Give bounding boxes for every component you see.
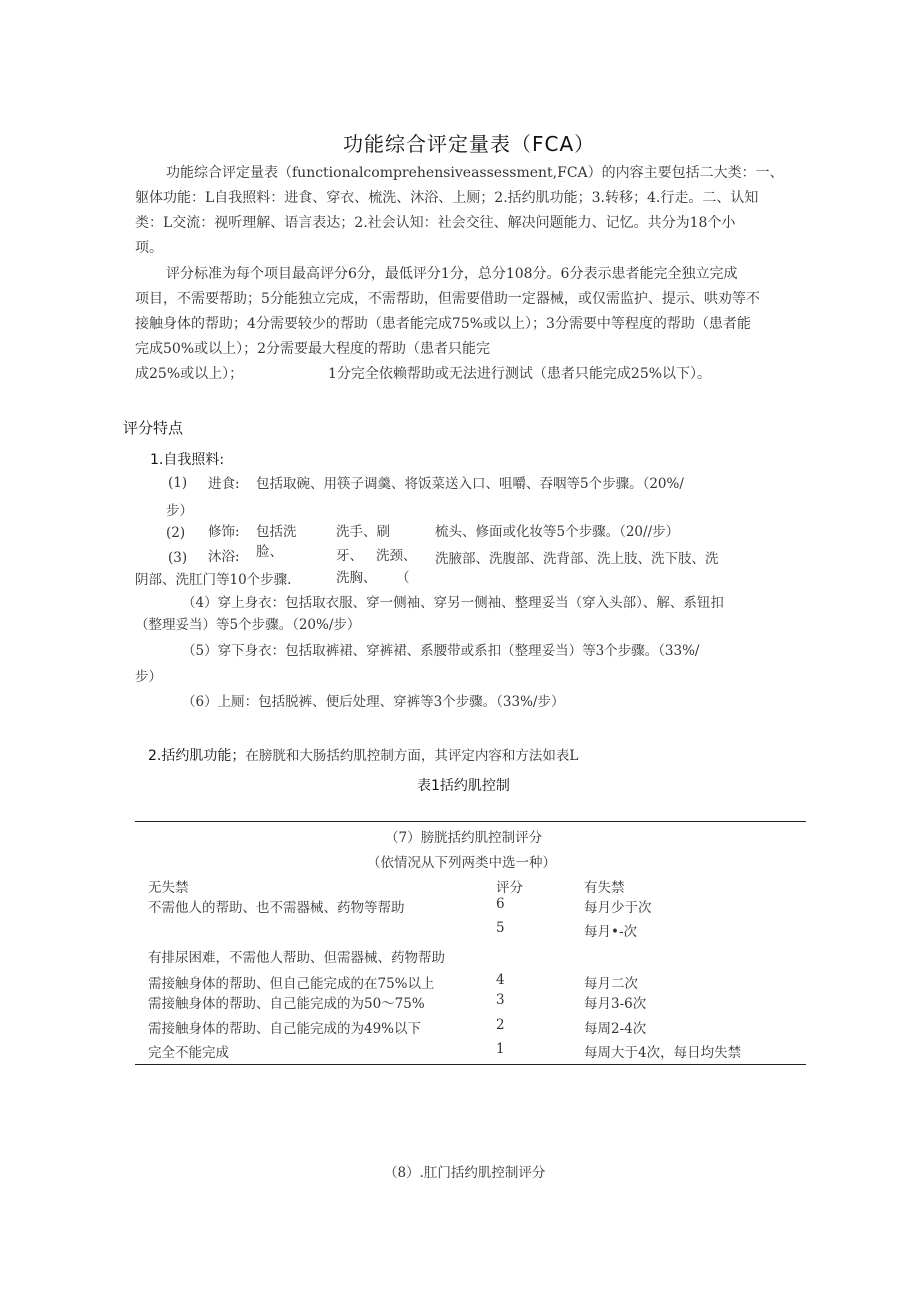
anal-sphincter-caption: （8）.肛门括约肌控制评分 [384, 1165, 546, 1181]
row-score: 5 [496, 920, 505, 936]
item1-num: (1) [168, 475, 188, 491]
item3-part1: 脸、 [256, 544, 283, 560]
intro-p1-line3: 类：L交流：视听理解、语言表达；2.社会认知：社会交往、解决问题能力、记忆。共分为18个小 [135, 215, 736, 231]
item3-part4: 洗腋部、洗腹部、洗背部、洗上肢、洗下肢、洗 [435, 551, 719, 567]
item3-part3: 洗颈、 [376, 548, 417, 564]
row-left: 需接触身体的帮助、自己能完成的为50～75% [148, 996, 425, 1012]
item6-line1: （6）上厕：包括脱裤、便后处理、穿裤等3个步骤。（33%/步） [182, 694, 565, 710]
intro-p1-line1: 功能综合评定量表（functionalcomprehensiveassessment,FCA）的内容主要包括二大类：一、 [166, 165, 784, 181]
row-left: 不需他人的帮助、也不需器械、药物等帮助 [148, 900, 405, 916]
section-heading: 评分特点 [123, 419, 184, 437]
item1-cont: 步） [166, 503, 193, 519]
row-right: 每月3-6次 [584, 996, 647, 1012]
row-left: 需接触身体的帮助、但自己能完成的在75%以上 [148, 976, 435, 992]
intro-p2-line2: 项目，不需要帮助；5分能独立完成，不需帮助，但需要借助一定器械，或仅需监护、提示、哄劝等不 [135, 291, 760, 307]
row-left: 完全不能完成 [148, 1045, 229, 1061]
item3-cont2: 洗胸、 [336, 570, 377, 586]
table-bottom-rule [135, 1064, 806, 1065]
table-caption: 表1括约肌控制 [417, 778, 510, 794]
col-header-score: 评分 [496, 880, 523, 896]
item3-cont3: （ [396, 570, 410, 586]
row-right: 每周大于4次，每日均失禁 [584, 1045, 742, 1061]
sphincter-heading: 2.括约肌功能； [148, 748, 246, 764]
row-score: 1 [496, 1041, 505, 1057]
intro-p2-last-left: 成25%或以上）； [135, 366, 244, 382]
item2-num: (2) [166, 525, 186, 541]
item3-label: 沐浴: [208, 549, 240, 565]
self-care-heading: 1.自我照料: [150, 452, 225, 468]
item3-part2: 牙、 [336, 548, 363, 564]
item5-line2: 步） [135, 669, 162, 685]
item3-cont: 阴部、洗肛门等10个步骤. [135, 572, 292, 588]
row-score: 2 [496, 1017, 505, 1033]
page-title: 功能综合评定量表（FCA） [343, 132, 596, 156]
row-score: 4 [496, 972, 505, 988]
item1-text: 包括取碗、用筷子调羹、将饭菜送入口、咀嚼、吞咽等5个步骤。（20%/ [256, 476, 684, 492]
row-score: 6 [496, 896, 505, 912]
intro-p2-line1: 评分标准为每个项目最高评分6分，最低评分1分，总分108分。6分表示患者能完全独立完成 [166, 266, 738, 282]
intro-p1-line2: 躯体功能：L自我照料：进食、穿衣、梳洗、沐浴、上厕；2.括约肌功能；3.转移；4.行走。二、认知 [135, 190, 759, 206]
row-right: 每周2-4次 [584, 1021, 647, 1037]
row-left: 需接触身体的帮助、自己能完成的为49%以下 [148, 1021, 422, 1037]
item4-line2: （整理妥当）等5个步骤。（20%/步） [135, 617, 361, 633]
item5-line1: （5）穿下身衣：包括取裤裙、穿裤裙、系腰带或系扣（整理妥当）等3个步骤。（33%/ [182, 643, 700, 659]
table-top-rule [135, 821, 806, 822]
table-subtitle1: （7）膀胱括约肌控制评分 [385, 830, 543, 846]
item2-label: 修饰: [208, 524, 240, 540]
item2-part2: 洗手、刷 [336, 524, 390, 540]
intro-p1-line4: 项。 [135, 240, 163, 256]
col-header-incontinence: 有失禁 [584, 880, 625, 896]
item2-part1: 包括洗 [256, 524, 297, 540]
sphincter-text: 在膀胱和大肠括约肌控制方面，其评定内容和方法如表L [245, 748, 579, 764]
table-subtitle2: （依情况从下列两类中选一种） [367, 855, 556, 871]
row-right: 每月•-次 [584, 924, 638, 940]
intro-p2-line3: 接触身体的帮助；4分需要较少的帮助（患者能完成75%或以上）；3分需要中等程度的帮助（患者能 [135, 316, 751, 332]
item3-num: (3) [168, 550, 188, 566]
col-header-no-incontinence: 无失禁 [148, 880, 189, 896]
item4-line1: （4）穿上身衣：包括取衣服、穿一侧袖、穿另一侧袖、整理妥当（穿入头部）、解、系钮扣 [182, 595, 724, 611]
row-left: 有排尿困难，不需他人帮助、但需器械、药物帮助 [148, 950, 445, 966]
item2-part3: 梳头、修面或化妆等5个步骤。（20//步） [435, 524, 680, 540]
item1-label: 进食: [208, 476, 240, 492]
row-score: 3 [496, 992, 505, 1008]
row-right: 每月少于次 [584, 900, 652, 916]
intro-p2-line4: 完成50%或以上）；2分需要最大程度的帮助（患者只能完 [135, 341, 491, 357]
row-right: 每月二次 [584, 976, 638, 992]
intro-p2-last-right: 1分完全依赖帮助或无法进行测试（患者只能完成25%以下）。 [328, 366, 712, 382]
